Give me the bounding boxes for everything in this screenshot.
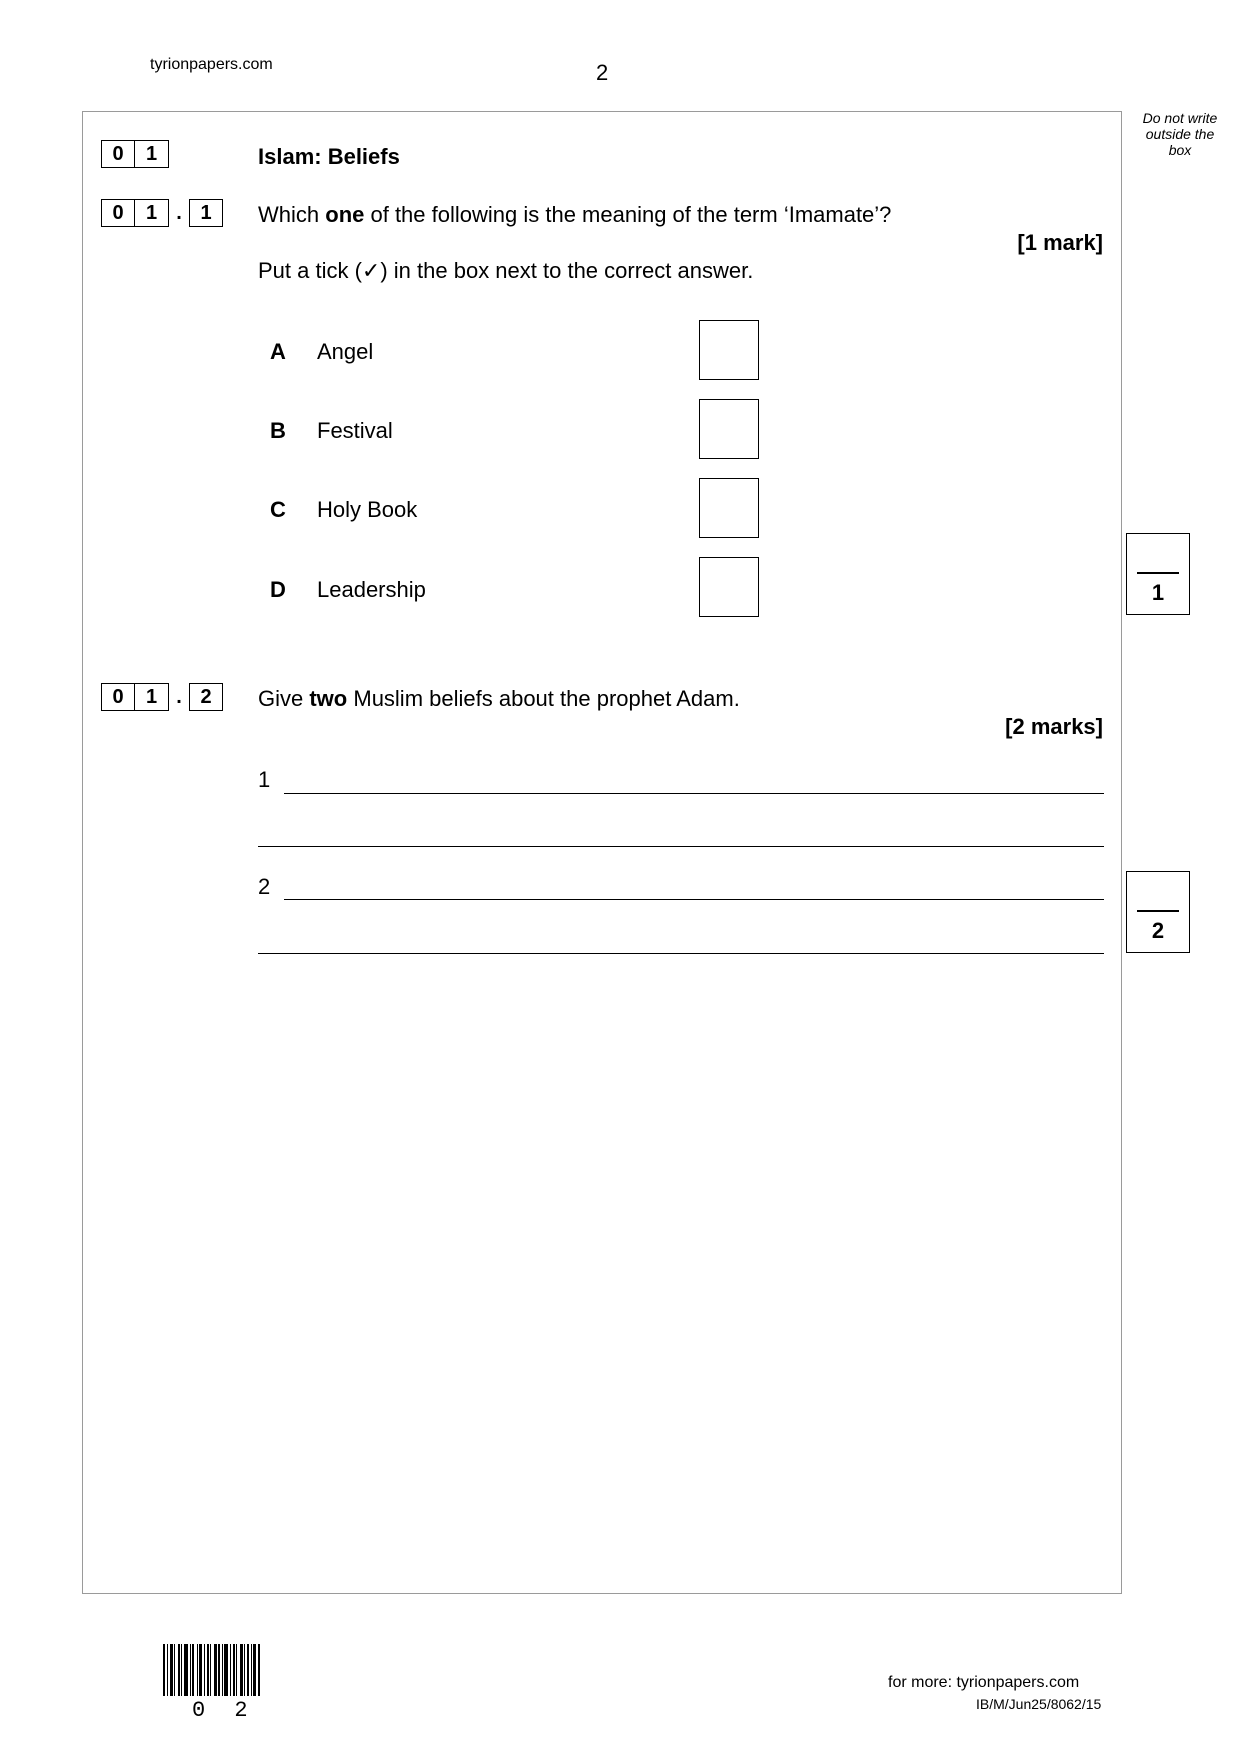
answer-number-2: 2 [258, 874, 271, 899]
page-number: 2 [596, 60, 609, 85]
question-number-digit: 0 [101, 683, 135, 711]
question-text [258, 202, 891, 228]
question-number-dot: . [176, 685, 182, 708]
score-box-rule [1137, 572, 1179, 574]
question-text-start: Which [258, 202, 326, 227]
question-text-end: of the following is the meaning of the term ‘Imamate’? [364, 202, 892, 227]
option-letter-a: A [270, 339, 286, 364]
section-number-digit: 0 [101, 140, 135, 168]
tick-box-b[interactable] [699, 399, 759, 459]
option-label-d: Leadership [317, 577, 426, 602]
site-name: tyrionpapers.com [150, 56, 273, 73]
answer-line[interactable] [284, 899, 1104, 900]
score-box-total: 1 [1151, 580, 1165, 605]
option-label-a: Angel [317, 339, 374, 364]
question-number-digit: 1 [135, 199, 169, 227]
tick-box-d[interactable] [699, 557, 759, 617]
answer-line[interactable] [258, 953, 1104, 954]
score-box-total: 2 [1151, 918, 1165, 943]
question-text-end: Muslim beliefs about the prophet Adam. [347, 686, 740, 711]
question-number-dot: . [176, 201, 182, 224]
margin-note: Do not write outside the box [1142, 110, 1218, 158]
question-text [258, 686, 740, 712]
marks-label: [2 marks] [1005, 714, 1103, 739]
option-letter-b: B [270, 418, 286, 443]
barcode-number: 0 2 [192, 1698, 256, 1723]
section-number [101, 140, 169, 168]
question-subnumber: 2 [189, 683, 223, 711]
paper-reference: IB/M/Jun25/8062/15 [976, 1696, 1102, 1712]
answer-frame [82, 111, 1122, 1594]
question-number-01-1 [101, 199, 223, 227]
option-label-b: Festival [317, 418, 393, 443]
score-box-01-1[interactable] [1126, 533, 1190, 615]
marks-label: [1 mark] [1017, 230, 1103, 255]
footer-more-link[interactable]: for more: tyrionpapers.com [888, 1674, 1080, 1691]
option-label-c: Holy Book [317, 497, 418, 522]
score-box-01-2[interactable] [1126, 871, 1190, 953]
question-text-emphasis: one [325, 202, 365, 227]
tick-box-c[interactable] [699, 478, 759, 538]
question-number-01-2 [101, 683, 223, 711]
section-title: Islam: Beliefs [258, 144, 400, 169]
option-letter-c: C [270, 497, 286, 522]
section-number-digit: 1 [135, 140, 169, 168]
question-number-digit: 1 [135, 683, 169, 711]
tick-box-a[interactable] [699, 320, 759, 380]
question-subnumber: 1 [189, 199, 223, 227]
question-text-emphasis: two [309, 686, 348, 711]
barcode [163, 1644, 277, 1696]
answer-line[interactable] [284, 793, 1104, 794]
answer-number-1: 1 [258, 767, 271, 792]
instruction-text: Put a tick (✓) in the box next to the correct answer. [258, 258, 754, 283]
option-letter-d: D [270, 577, 286, 602]
question-text-start: Give [258, 686, 310, 711]
question-number-digit: 0 [101, 199, 135, 227]
score-box-rule [1137, 910, 1179, 912]
answer-line[interactable] [258, 846, 1104, 847]
